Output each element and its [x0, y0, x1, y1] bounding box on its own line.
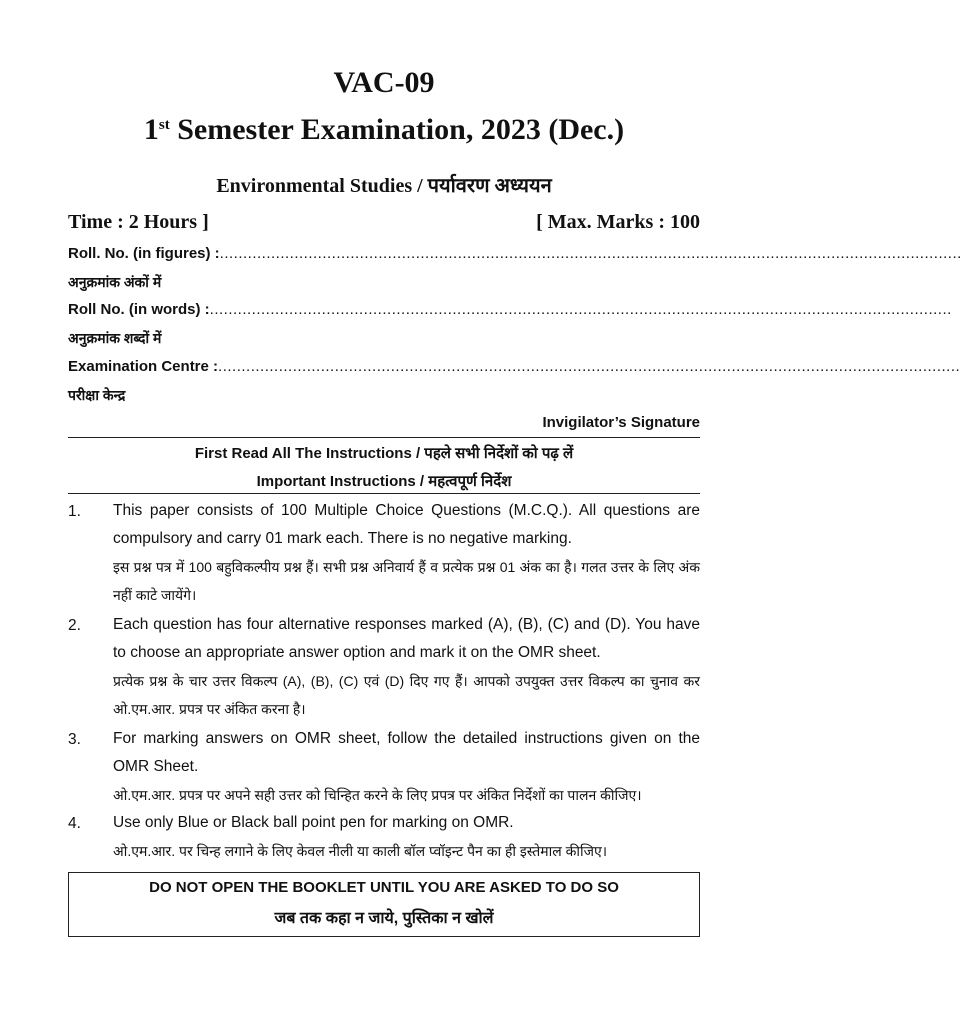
- notice-hindi: जब तक कहा न जाये, पुस्तिका न खोलें: [274, 910, 494, 927]
- instruction-english: Each question has four alternative responses marked (A), (B), (C) and (D). You have to choose an appropriate answer option and mark it on the OMR sheet.: [113, 616, 700, 661]
- important-instructions-heading: Important Instructions / महत्वपूर्ण निर्देश: [256, 473, 512, 490]
- exam-title: [68, 113, 700, 147]
- exam-centre-label-hindi: परीक्षा केन्द्र: [68, 387, 126, 403]
- notice-english: DO NOT OPEN THE BOOKLET UNTIL YOU ARE ASKED TO DO SO: [149, 879, 619, 896]
- instruction-english: For marking answers on OMR sheet, follow the detailed instructions given on the OMR Sheet.: [113, 730, 700, 775]
- time-allowed: Time : 2 Hours ]: [68, 211, 209, 233]
- roll-words-label: Roll No. (in words) :: [68, 301, 210, 318]
- exam-centre-blank[interactable]: ...............................................................................................................................................................: [218, 358, 961, 375]
- instruction-number: 3.: [68, 731, 81, 748]
- divider-instructions: [68, 493, 700, 494]
- roll-figures-label-hindi: अनुक्रमांक अंकों में: [68, 274, 162, 290]
- exam-centre-label: Examination Centre :: [68, 358, 219, 375]
- instruction-hindi: इस प्रश्न पत्र में 100 बहुविकल्पीय प्रश्न हैं। सभी प्रश्न अनिवार्य हैं व प्रत्येक प्रश्न 01 अंक का है। गलत उत्तर के लिए अंक नहीं काटे जायेंगे।: [113, 559, 700, 603]
- exam-centre-field[interactable]: [68, 358, 961, 375]
- subject-title: Environmental Studies / पर्यावरण अध्ययन: [216, 175, 552, 197]
- instruction-number: 4.: [68, 815, 81, 832]
- roll-words-label-hindi: अनुक्रमांक शब्दों में: [68, 330, 162, 346]
- roll-figures-label: Roll. No. (in figures) :: [68, 245, 220, 262]
- invigilator-signature-label: Invigilator’s Signature: [542, 414, 700, 431]
- divider-top: [68, 437, 700, 438]
- exam-ordinal: 1: [143, 113, 159, 146]
- roll-figures-field[interactable]: [68, 245, 962, 262]
- instruction-number: 1.: [68, 503, 81, 520]
- paper-code: VAC-09: [333, 66, 435, 99]
- roll-figures-blank[interactable]: ...............................................................................................................................................................: [219, 245, 962, 262]
- instruction-number: 2.: [68, 617, 81, 634]
- instruction-hindi: ओ.एम.आर. प्रपत्र पर अपने सही उत्तर को चिन्हित करने के लिए प्रपत्र पर अंकित निर्देशों का पालन कीजिए।: [113, 787, 642, 803]
- roll-words-field[interactable]: [68, 301, 952, 318]
- instruction-hindi: प्रत्येक प्रश्न के चार उत्तर विकल्प (A), (B), (C) एवं (D) दिए गए हैं। आपको उपयुक्त उत्तर विकल्प का चुनाव कर ओ.एम.आर. प्रपत्र पर अंकित करना है।: [113, 673, 700, 717]
- instruction-hindi: ओ.एम.आर. पर चिन्ह लगाने के लिए केवल नीली या काली बॉल प्वॉइन्ट पैन का ही इस्तेमाल कीजिए।: [113, 843, 608, 859]
- time-marks-row: [68, 211, 700, 234]
- instruction-english: Use only Blue or Black ball point pen for marking on OMR.: [113, 814, 514, 831]
- do-not-open-notice: [68, 872, 700, 937]
- exam-ordinal-suffix: st: [158, 117, 170, 133]
- roll-words-blank[interactable]: ...............................................................................................................................................................: [209, 301, 952, 318]
- exam-title-rest: Semester Examination, 2023 (Dec.): [169, 113, 625, 146]
- max-marks: [ Max. Marks : 100: [536, 211, 700, 233]
- read-instructions-heading: First Read All The Instructions / पहले सभी निर्देशों को पढ़ लें: [194, 445, 574, 462]
- instruction-english: This paper consists of 100 Multiple Choice Questions (M.C.Q.). All questions are compulsory and carry 01 mark each. There is no negative marking.: [113, 502, 700, 547]
